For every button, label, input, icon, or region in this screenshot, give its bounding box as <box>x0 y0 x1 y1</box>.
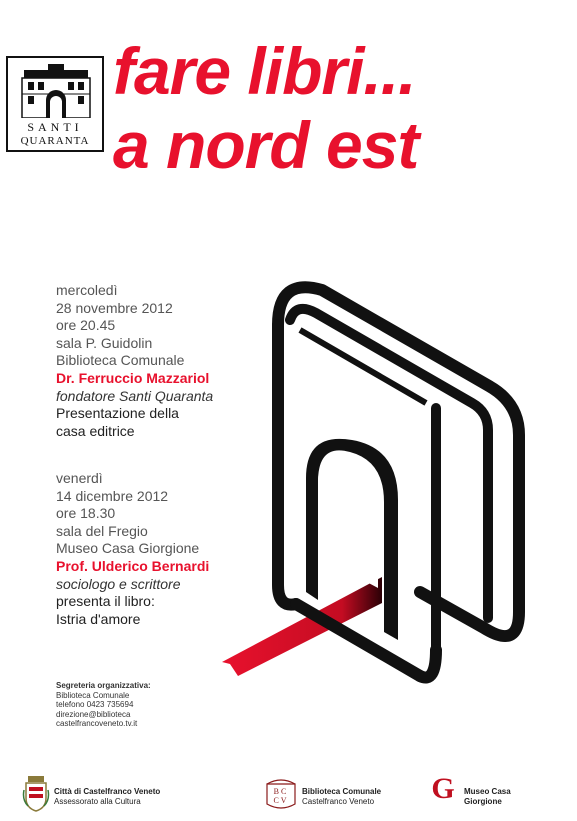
contacts-email-1: direzione@biblioteca <box>56 709 131 719</box>
event1-venue: Biblioteca Comunale <box>56 352 185 369</box>
event1-day: mercoledì <box>56 282 118 298</box>
library-monogram-top: BC <box>273 787 289 796</box>
bookmark-ribbon <box>222 577 382 676</box>
event1-desc1: Presentazione della <box>56 405 179 422</box>
event1-room: sala P. Guidolin <box>56 334 153 351</box>
library-place: Castelfranco Veneto <box>302 796 375 806</box>
event2-day: venerdì <box>56 470 103 486</box>
sponsor-museum <box>464 787 511 806</box>
event2-desc1: presenta il libro: <box>56 593 155 610</box>
contacts-line1: Biblioteca Comunale <box>56 690 130 700</box>
title-line2: a nord est <box>113 108 419 182</box>
logo-line2: QUARANTA <box>20 135 90 147</box>
event2-time: ore 18.30 <box>56 505 116 522</box>
event1-time: ore 20.45 <box>56 317 116 334</box>
sponsor-library <box>302 787 381 806</box>
library-monogram-icon <box>264 776 298 812</box>
city-coat-of-arms-icon <box>22 776 50 812</box>
event2-date: 14 dicembre 2012 <box>56 487 169 504</box>
library-name: Biblioteca Comunale <box>302 787 382 796</box>
museum-name-2: Giorgione <box>464 796 502 806</box>
event1-date: 28 novembre 2012 <box>56 299 173 316</box>
museum-mark: G <box>431 772 455 805</box>
event2-room: sala del Fregio <box>56 522 148 539</box>
contacts-block <box>56 681 151 729</box>
event1-role: fondatore Santi Quaranta <box>56 387 214 404</box>
contacts-phone: telefono 0423 735694 <box>56 700 134 710</box>
title-line1: fare libri... <box>113 34 416 108</box>
library-monogram-bottom: CV <box>273 796 289 805</box>
contacts-heading: Segreteria organizzativa: <box>56 681 151 690</box>
event2-venue: Museo Casa Giorgione <box>56 540 200 557</box>
logo-line1: SANTI <box>27 120 83 134</box>
event2-role: sociologo e scrittore <box>56 575 181 592</box>
city-name: Città di Castelfranco Veneto <box>54 787 161 796</box>
museum-logo-icon <box>428 774 458 808</box>
event1-desc2: casa editrice <box>56 422 135 439</box>
event2-desc2: Istria d'amore <box>56 610 141 627</box>
museum-name-1: Museo Casa <box>464 787 511 796</box>
event1-speaker: Dr. Ferruccio Mazzariol <box>56 369 210 386</box>
event-2 <box>56 470 209 628</box>
event2-speaker: Prof. Ulderico Bernardi <box>56 557 210 574</box>
city-dept: Assessorato alla Cultura <box>54 796 141 806</box>
event-1 <box>56 282 213 440</box>
contacts-email-2: castelfrancoveneto.tv.it <box>56 719 138 729</box>
sponsor-city <box>54 787 160 806</box>
